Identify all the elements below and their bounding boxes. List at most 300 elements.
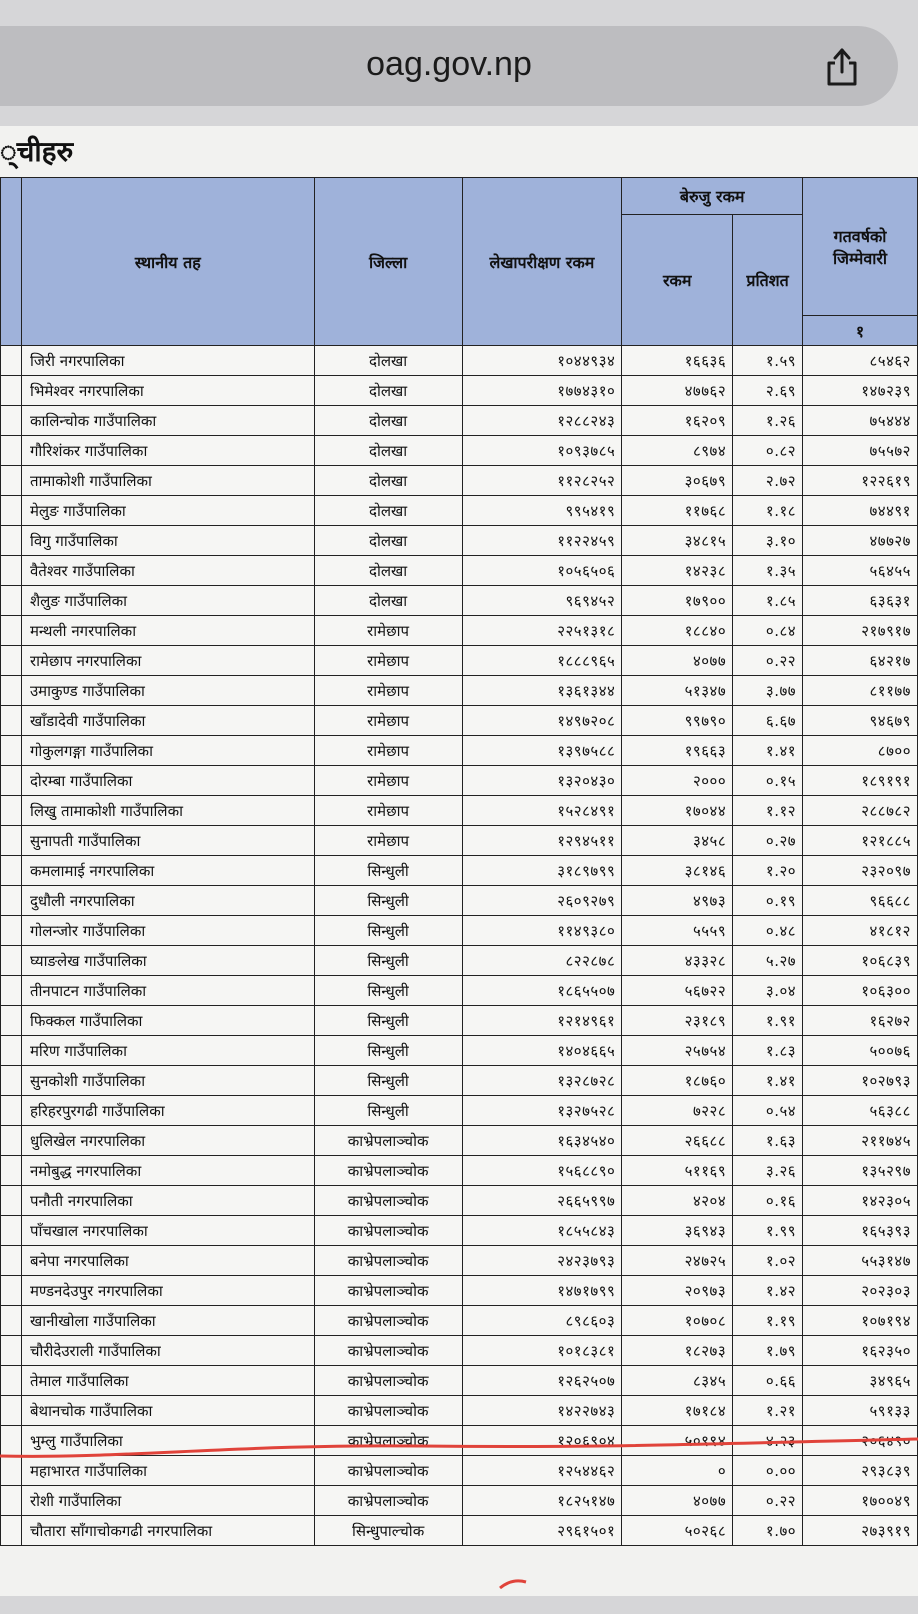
local-level-cell: गोलन्जोर गाउँपालिका [21, 916, 314, 946]
arrears-percent-cell: ०.५४ [733, 1096, 803, 1126]
audit-amount-cell: १४९७२०८ [462, 706, 622, 736]
local-level-cell: सुनकोशी गाउँपालिका [21, 1066, 314, 1096]
audit-amount-cell: १२८८२४३ [462, 406, 622, 436]
audit-amount-cell: १०५६५०६ [462, 556, 622, 586]
arrears-percent-cell: ५.२७ [733, 946, 803, 976]
row-index-cell [1, 886, 22, 916]
row-index-cell [1, 586, 22, 616]
row-index-cell [1, 1276, 22, 1306]
audit-amount-cell: १५२८४९१ [462, 796, 622, 826]
district-cell: सिन्धुली [314, 886, 462, 916]
audit-amount-cell: १३२८७२८ [462, 1066, 622, 1096]
arrears-amount-cell: २३१८९ [622, 1006, 733, 1036]
local-level-cell: भिमेश्वर नगरपालिका [21, 376, 314, 406]
audit-amount-cell: १८६५५०७ [462, 976, 622, 1006]
table-row [1, 1426, 918, 1456]
row-index-cell [1, 346, 22, 376]
arrears-percent-cell: २.७२ [733, 466, 803, 496]
audit-amount-cell: १२०६९०४ [462, 1426, 622, 1456]
district-cell: दोलखा [314, 346, 462, 376]
table-row [1, 406, 918, 436]
local-level-cell: कालिन्चोक गाउँपालिका [21, 406, 314, 436]
prev-year-cell: ६३६३१ [803, 586, 918, 616]
arrears-percent-cell: १.८५ [733, 586, 803, 616]
table-row [1, 766, 918, 796]
local-level-cell: मन्थली नगरपालिका [21, 616, 314, 646]
header-district: जिल्ला [314, 178, 462, 346]
local-level-cell: कमलामाई नगरपालिका [21, 856, 314, 886]
prev-year-cell: १२१८८५ [803, 826, 918, 856]
arrears-percent-cell: १.१२ [733, 796, 803, 826]
prev-year-cell: १६५३९३ [803, 1216, 918, 1246]
table-row [1, 916, 918, 946]
audit-amount-cell: १२५४४६२ [462, 1456, 622, 1486]
local-level-cell: दुधौली नगरपालिका [21, 886, 314, 916]
table-row [1, 856, 918, 886]
row-index-cell [1, 1516, 22, 1546]
arrears-amount-cell: ३८१४६ [622, 856, 733, 886]
arrears-amount-cell: ० [622, 1456, 733, 1486]
audit-amount-cell: ९९५४१९ [462, 496, 622, 526]
row-index-cell [1, 616, 22, 646]
district-cell: रामेछाप [314, 616, 462, 646]
local-level-cell: उमाकुण्ड गाउँपालिका [21, 676, 314, 706]
prev-year-cell: १६२७२ [803, 1006, 918, 1036]
row-index-cell [1, 766, 22, 796]
prev-year-cell: १६२३५० [803, 1336, 918, 1366]
local-level-cell: सुनापती गाउँपालिका [21, 826, 314, 856]
prev-year-cell: ८७०० [803, 736, 918, 766]
arrears-amount-cell: १६६३६ [622, 346, 733, 376]
prev-year-cell: ५६३८८ [803, 1096, 918, 1126]
arrears-percent-cell: ०.८२ [733, 436, 803, 466]
row-index-cell [1, 1216, 22, 1246]
arrears-amount-cell: १८८४० [622, 616, 733, 646]
arrears-amount-cell: ४०७७ [622, 1486, 733, 1516]
arrears-percent-cell: १.२६ [733, 406, 803, 436]
local-level-cell: धुलिखेल नगरपालिका [21, 1126, 314, 1156]
prev-year-cell: २९३८३९ [803, 1456, 918, 1486]
header-prev-year-index: १ [803, 316, 918, 346]
arrears-percent-cell: १.२१ [733, 1396, 803, 1426]
table-row [1, 1336, 918, 1366]
arrears-percent-cell: २.६९ [733, 376, 803, 406]
arrears-percent-cell: १.४१ [733, 1066, 803, 1096]
arrears-amount-cell: १९६६३ [622, 736, 733, 766]
local-level-cell: शैलुङ गाउँपालिका [21, 586, 314, 616]
local-level-cell: नमोबुद्ध नगरपालिका [21, 1156, 314, 1186]
local-level-cell: महाभारत गाउँपालिका [21, 1456, 314, 1486]
arrears-amount-cell: ८९७४ [622, 436, 733, 466]
district-cell: रामेछाप [314, 676, 462, 706]
header-amount: रकम [622, 215, 733, 346]
audit-amount-cell: २२५१३१८ [462, 616, 622, 646]
local-level-cell: खानीखोला गाउँपालिका [21, 1306, 314, 1336]
prev-year-cell: १०६३०० [803, 976, 918, 1006]
prev-year-cell: ९६६८८ [803, 886, 918, 916]
arrears-amount-cell: ४३३२८ [622, 946, 733, 976]
district-cell: रामेछाप [314, 736, 462, 766]
audit-amount-cell: १२६२५०७ [462, 1366, 622, 1396]
table-row [1, 1276, 918, 1306]
local-level-cell: घ्याङलेख गाउँपालिका [21, 946, 314, 976]
district-cell: दोलखा [314, 496, 462, 526]
district-cell: सिन्धुली [314, 1036, 462, 1066]
district-cell: दोलखा [314, 436, 462, 466]
row-index-cell [1, 946, 22, 976]
district-cell: रामेछाप [314, 766, 462, 796]
table-row [1, 1126, 918, 1156]
table-row [1, 436, 918, 466]
audit-amount-cell: १०९३७८५ [462, 436, 622, 466]
table-row [1, 1516, 918, 1546]
audit-amount-cell: १५६८८९० [462, 1156, 622, 1186]
local-level-cell: गोकुलगङ्गा गाउँपालिका [21, 736, 314, 766]
district-cell: सिन्धुली [314, 976, 462, 1006]
table-row [1, 346, 918, 376]
share-icon[interactable] [822, 44, 862, 88]
district-cell: दोलखा [314, 466, 462, 496]
header-audit-amount: लेखापरीक्षण रकम [462, 178, 622, 346]
prev-year-cell: ५६४५५ [803, 556, 918, 586]
prev-year-cell: ५९१३३ [803, 1396, 918, 1426]
arrears-percent-cell: १.२० [733, 856, 803, 886]
district-cell: रामेछाप [314, 706, 462, 736]
row-index-cell [1, 796, 22, 826]
address-bar[interactable] [0, 26, 898, 106]
arrears-amount-cell: ४२०४ [622, 1186, 733, 1216]
table-row [1, 796, 918, 826]
prev-year-cell: ४७७२७ [803, 526, 918, 556]
local-level-cell: बनेपा नगरपालिका [21, 1246, 314, 1276]
district-cell: सिन्धुली [314, 1096, 462, 1126]
prev-year-cell: ७४४९१ [803, 496, 918, 526]
arrears-amount-cell: ५५५९ [622, 916, 733, 946]
district-cell: काभ्रेपलाञ्चोक [314, 1216, 462, 1246]
table-row [1, 1096, 918, 1126]
arrears-percent-cell: ०.२२ [733, 1486, 803, 1516]
prev-year-cell: ८११७७ [803, 676, 918, 706]
arrears-percent-cell: १.९१ [733, 1006, 803, 1036]
arrears-amount-cell: १७०४४ [622, 796, 733, 826]
row-index-cell [1, 1036, 22, 1066]
arrears-percent-cell: १.७० [733, 1516, 803, 1546]
prev-year-cell: ७५४४४ [803, 406, 918, 436]
local-level-cell: दोरम्बा गाउँपालिका [21, 766, 314, 796]
district-cell: काभ्रेपलाञ्चोक [314, 1276, 462, 1306]
local-level-cell: भुम्लु गाउँपालिका [21, 1426, 314, 1456]
audit-table-container [0, 177, 918, 1546]
arrears-amount-cell: ३४५८ [622, 826, 733, 856]
district-cell: सिन्धुपाल्चोक [314, 1516, 462, 1546]
local-level-cell: जिरी नगरपालिका [21, 346, 314, 376]
audit-amount-cell: ११२२४५९ [462, 526, 622, 556]
row-index-cell [1, 556, 22, 586]
header-index [1, 178, 22, 346]
district-cell: काभ्रेपलाञ्चोक [314, 1306, 462, 1336]
arrears-amount-cell: ११७६८ [622, 496, 733, 526]
audit-amount-cell: १७७४३१० [462, 376, 622, 406]
arrears-percent-cell: ३.१० [733, 526, 803, 556]
prev-year-cell: २११७४५ [803, 1126, 918, 1156]
row-index-cell [1, 376, 22, 406]
table-body [1, 346, 918, 1546]
prev-year-cell: ६४२१७ [803, 646, 918, 676]
local-level-cell: चौतारा साँगाचोकगढी नगरपालिका [21, 1516, 314, 1546]
prev-year-cell: १४२३०५ [803, 1186, 918, 1216]
header-prev-year-line1: गतवर्षको [833, 226, 887, 246]
arrears-amount-cell: ५११६९ [622, 1156, 733, 1186]
audit-table [0, 177, 918, 1546]
audit-amount-cell: १८८८९६५ [462, 646, 622, 676]
url-text[interactable]: oag.gov.np [366, 45, 532, 83]
district-cell: काभ्रेपलाञ्चोक [314, 1366, 462, 1396]
audit-amount-cell: १३२७५२८ [462, 1096, 622, 1126]
district-cell: सिन्धुली [314, 916, 462, 946]
district-cell: काभ्रेपलाञ्चोक [314, 1486, 462, 1516]
arrears-amount-cell: १८७६० [622, 1066, 733, 1096]
audit-amount-cell: १३६१३४४ [462, 676, 622, 706]
audit-amount-cell: ११२८२५२ [462, 466, 622, 496]
prev-year-cell: २८८७८२ [803, 796, 918, 826]
row-index-cell [1, 1246, 22, 1276]
row-index-cell [1, 1096, 22, 1126]
district-cell: काभ्रेपलाञ्चोक [314, 1426, 462, 1456]
local-level-cell: रामेछाप नगरपालिका [21, 646, 314, 676]
arrears-amount-cell: ३४८१५ [622, 526, 733, 556]
row-index-cell [1, 1006, 22, 1036]
district-cell: काभ्रेपलाञ्चोक [314, 1186, 462, 1216]
arrears-percent-cell: ०.८४ [733, 616, 803, 646]
arrears-percent-cell: १.१९ [733, 1306, 803, 1336]
arrears-percent-cell: ०.२२ [733, 646, 803, 676]
arrears-percent-cell: ०.२७ [733, 826, 803, 856]
table-row [1, 676, 918, 706]
prev-year-cell: २०६४९० [803, 1426, 918, 1456]
row-index-cell [1, 1336, 22, 1366]
arrears-amount-cell: ५६७२२ [622, 976, 733, 1006]
district-cell: रामेछाप [314, 796, 462, 826]
arrears-amount-cell: ७२२८ [622, 1096, 733, 1126]
audit-amount-cell: १०४४९३४ [462, 346, 622, 376]
arrears-amount-cell: ४९७३ [622, 886, 733, 916]
table-row [1, 1186, 918, 1216]
arrears-amount-cell: १०७०८ [622, 1306, 733, 1336]
local-level-cell: गौरिशंकर गाउँपालिका [21, 436, 314, 466]
prev-year-cell: ५००७६ [803, 1036, 918, 1066]
local-level-cell: चौरीदेउराली गाउँपालिका [21, 1336, 314, 1366]
row-index-cell [1, 436, 22, 466]
prev-year-cell: ७५५७२ [803, 436, 918, 466]
district-cell: काभ्रेपलाञ्चोक [314, 1336, 462, 1366]
table-row [1, 556, 918, 586]
row-index-cell [1, 1366, 22, 1396]
prev-year-cell: २७३९१९ [803, 1516, 918, 1546]
arrears-percent-cell: १.९९ [733, 1216, 803, 1246]
prev-year-cell: ८५४६२ [803, 346, 918, 376]
section-title: ्चीहरु [0, 135, 74, 168]
local-level-cell: रोशी गाउँपालिका [21, 1486, 314, 1516]
row-index-cell [1, 1396, 22, 1426]
audit-amount-cell: १२१४९६१ [462, 1006, 622, 1036]
audit-amount-cell: १२९४५११ [462, 826, 622, 856]
local-level-cell: मेलुङ गाउँपालिका [21, 496, 314, 526]
arrears-amount-cell: २४७२५ [622, 1246, 733, 1276]
table-row [1, 1156, 918, 1186]
row-index-cell [1, 1426, 22, 1456]
arrears-percent-cell: ०.१९ [733, 886, 803, 916]
table-row [1, 706, 918, 736]
local-level-cell: मण्डनदेउपुर नगरपालिका [21, 1276, 314, 1306]
row-index-cell [1, 976, 22, 1006]
local-level-cell: हरिहरपुरगढी गाउँपालिका [21, 1096, 314, 1126]
arrears-amount-cell: १७१८४ [622, 1396, 733, 1426]
table-row [1, 1486, 918, 1516]
audit-amount-cell: २४२३७९३ [462, 1246, 622, 1276]
arrears-percent-cell: १.३५ [733, 556, 803, 586]
district-cell: दोलखा [314, 526, 462, 556]
header-arrears-group: बेरुजु रकम [622, 178, 803, 215]
arrears-amount-cell: ४७७६२ [622, 376, 733, 406]
district-cell: काभ्रेपलाञ्चोक [314, 1396, 462, 1426]
arrears-amount-cell: १७९०० [622, 586, 733, 616]
row-index-cell [1, 856, 22, 886]
table-row [1, 736, 918, 766]
prev-year-cell: १२२६१९ [803, 466, 918, 496]
arrears-amount-cell: ४०७७ [622, 646, 733, 676]
table-row [1, 616, 918, 646]
arrears-amount-cell: ५०२६८ [622, 1516, 733, 1546]
arrears-percent-cell: १.८३ [733, 1036, 803, 1066]
row-index-cell [1, 1066, 22, 1096]
prev-year-cell: १०२७९३ [803, 1066, 918, 1096]
arrears-amount-cell: २००० [622, 766, 733, 796]
table-row [1, 826, 918, 856]
arrears-amount-cell: १८२७३ [622, 1336, 733, 1366]
district-cell: सिन्धुली [314, 1006, 462, 1036]
district-cell: दोलखा [314, 586, 462, 616]
arrears-amount-cell: ५०९९४ [622, 1426, 733, 1456]
table-row [1, 496, 918, 526]
row-index-cell [1, 676, 22, 706]
district-cell: सिन्धुली [314, 856, 462, 886]
arrears-percent-cell: ६.६७ [733, 706, 803, 736]
arrears-percent-cell: ०.६६ [733, 1366, 803, 1396]
district-cell: दोलखा [314, 406, 462, 436]
audit-amount-cell: १०१८३८१ [462, 1336, 622, 1366]
district-cell: दोलखा [314, 556, 462, 586]
table-row [1, 1246, 918, 1276]
prev-year-cell: ४१८१२ [803, 916, 918, 946]
local-level-cell: पाँचखाल नगरपालिका [21, 1216, 314, 1246]
prev-year-cell: २०२३०३ [803, 1276, 918, 1306]
table-row [1, 1456, 918, 1486]
arrears-amount-cell: ३६९४३ [622, 1216, 733, 1246]
arrears-amount-cell: ८३४५ [622, 1366, 733, 1396]
row-index-cell [1, 646, 22, 676]
local-level-cell: फिक्कल गाउँपालिका [21, 1006, 314, 1036]
prev-year-cell: १३५२९७ [803, 1156, 918, 1186]
table-row [1, 376, 918, 406]
arrears-percent-cell: ०.०० [733, 1456, 803, 1486]
header-prev-year-line2: जिम्मेवारी [832, 248, 888, 268]
arrears-percent-cell: ४.२३ [733, 1426, 803, 1456]
table-row [1, 526, 918, 556]
row-index-cell [1, 496, 22, 526]
local-level-cell: वैतेश्वर गाउँपालिका [21, 556, 314, 586]
district-cell: काभ्रेपलाञ्चोक [314, 1456, 462, 1486]
audit-amount-cell: १४७१७९९ [462, 1276, 622, 1306]
prev-year-cell: २१७९१७ [803, 616, 918, 646]
audit-amount-cell: ३१८९७९९ [462, 856, 622, 886]
row-index-cell [1, 466, 22, 496]
prev-year-cell: १०६८३९ [803, 946, 918, 976]
local-level-cell: पनौती नगरपालिका [21, 1186, 314, 1216]
audit-amount-cell: १३२०४३० [462, 766, 622, 796]
district-cell: काभ्रेपलाञ्चोक [314, 1126, 462, 1156]
prev-year-cell: १८९१९१ [803, 766, 918, 796]
district-cell: सिन्धुली [314, 946, 462, 976]
audit-amount-cell: १६३४५४० [462, 1126, 622, 1156]
row-index-cell [1, 406, 22, 436]
district-cell: काभ्रेपलाञ्चोक [314, 1156, 462, 1186]
arrears-amount-cell: ९९७९० [622, 706, 733, 736]
prev-year-cell: ९४६७९ [803, 706, 918, 736]
arrears-percent-cell: ०.४८ [733, 916, 803, 946]
prev-year-cell: १०७१९४ [803, 1306, 918, 1336]
prev-year-cell: १४७२३९ [803, 376, 918, 406]
table-row [1, 946, 918, 976]
row-index-cell [1, 1306, 22, 1336]
audit-amount-cell: १८५५८४३ [462, 1216, 622, 1246]
table-row [1, 586, 918, 616]
audit-amount-cell: २६६५९९७ [462, 1186, 622, 1216]
table-row [1, 1216, 918, 1246]
arrears-percent-cell: १.४१ [733, 736, 803, 766]
header-prev-year [803, 178, 918, 316]
local-level-cell: खाँडादेवी गाउँपालिका [21, 706, 314, 736]
audit-amount-cell: १३९७५८८ [462, 736, 622, 766]
arrears-percent-cell: १.६३ [733, 1126, 803, 1156]
local-level-cell: मरिण गाउँपालिका [21, 1036, 314, 1066]
header-percent: प्रतिशत [733, 215, 803, 346]
row-index-cell [1, 826, 22, 856]
district-cell: काभ्रेपलाञ्चोक [314, 1246, 462, 1276]
arrears-percent-cell: ३.०४ [733, 976, 803, 1006]
audit-amount-cell: २९६१५०१ [462, 1516, 622, 1546]
arrears-percent-cell: १.१८ [733, 496, 803, 526]
local-level-cell: तीनपाटन गाउँपालिका [21, 976, 314, 1006]
document-page [0, 126, 918, 1596]
local-level-cell: लिखु तामाकोशी गाउँपालिका [21, 796, 314, 826]
arrears-percent-cell: १.४२ [733, 1276, 803, 1306]
district-cell: रामेछाप [314, 826, 462, 856]
row-index-cell [1, 706, 22, 736]
arrears-percent-cell: ०.१५ [733, 766, 803, 796]
arrears-percent-cell: १.०२ [733, 1246, 803, 1276]
prev-year-cell: २३२०९७ [803, 856, 918, 886]
table-row [1, 886, 918, 916]
table-row [1, 466, 918, 496]
arrears-percent-cell: ३.२६ [733, 1156, 803, 1186]
prev-year-cell: १७००४९ [803, 1486, 918, 1516]
audit-amount-cell: १४०४६६५ [462, 1036, 622, 1066]
arrears-percent-cell: ३.७७ [733, 676, 803, 706]
arrears-amount-cell: ३०६७९ [622, 466, 733, 496]
audit-amount-cell: ९६९४५२ [462, 586, 622, 616]
prev-year-cell: ३४९६५ [803, 1366, 918, 1396]
table-row [1, 1036, 918, 1066]
